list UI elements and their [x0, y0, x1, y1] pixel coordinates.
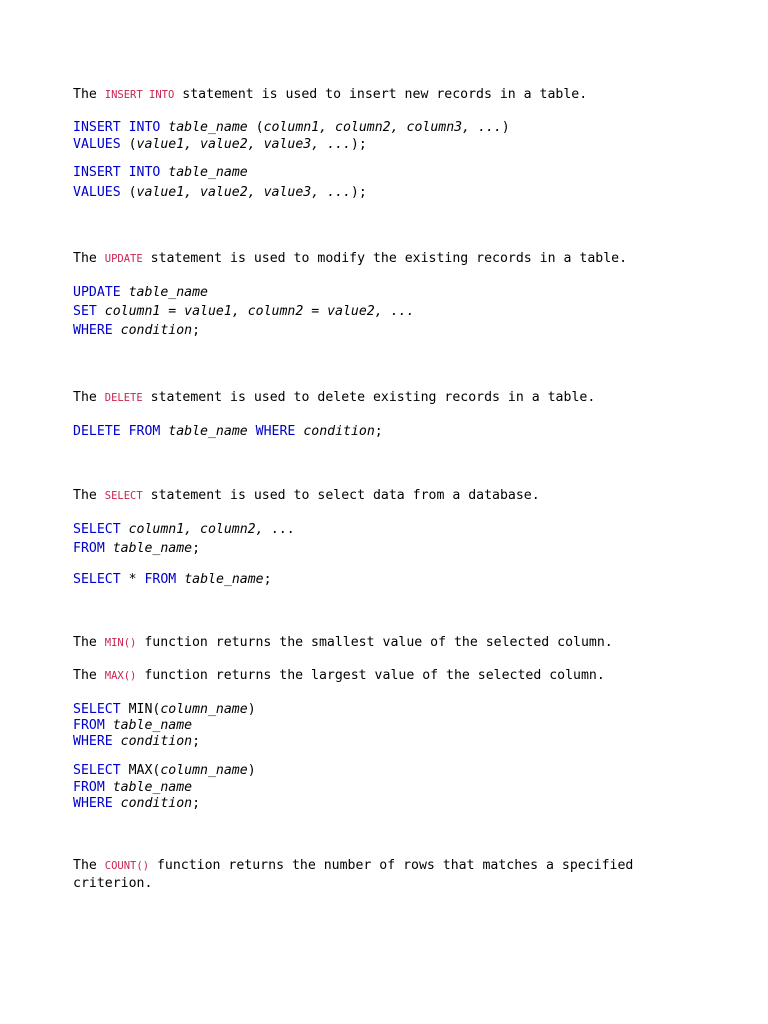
code-line [73, 701, 256, 718]
text: The [73, 858, 105, 873]
sql-keyword: WHERE [73, 796, 113, 811]
code-line [73, 322, 200, 339]
punctuation: ) [247, 702, 256, 717]
code-line [73, 164, 248, 181]
code-line [73, 284, 208, 301]
punctuation: ; [374, 424, 383, 439]
code-line [73, 795, 200, 812]
code-line [73, 733, 200, 750]
code-line [73, 540, 200, 557]
count-description [73, 857, 633, 875]
placeholder: condition [120, 796, 193, 811]
placeholder: table_name [168, 165, 248, 180]
punctuation: ) [247, 763, 256, 778]
code-line [73, 423, 383, 440]
inline-code: INSERT INTO [104, 89, 175, 101]
insert-description [73, 86, 587, 104]
inline-code: DELETE [104, 392, 143, 404]
punctuation: ( [247, 120, 264, 135]
text: function returns the largest value of the selected column. [136, 668, 605, 683]
text: statement is used to delete existing records in a table. [142, 390, 596, 405]
placeholder: table_name [168, 424, 248, 439]
code-line [73, 521, 295, 538]
placeholder: column1 = value1, column2 = value2, ... [104, 304, 415, 319]
punctuation: ; [192, 323, 201, 338]
count-description-continued [73, 875, 152, 892]
text: function returns the number of rows that matches a specified [149, 858, 634, 873]
sql-keyword: SELECT [73, 702, 121, 717]
text: The [73, 668, 105, 683]
inline-code: MAX() [104, 670, 137, 682]
inline-code: MIN() [104, 637, 137, 649]
text: function returns the smallest value of the selected column. [136, 635, 613, 650]
code-line [73, 717, 192, 734]
placeholder: column_name [160, 763, 248, 778]
inline-code: COUNT() [104, 860, 150, 872]
punctuation: ) [501, 120, 510, 135]
punctuation: ( [120, 185, 137, 200]
code-line [73, 779, 192, 796]
text: statement is used to modify the existing records in a table. [142, 251, 628, 266]
placeholder: table_name [128, 285, 208, 300]
placeholder: column_name [160, 702, 248, 717]
placeholder: value1, value2, value3, ... [136, 185, 351, 200]
sql-keyword: SELECT [73, 763, 121, 778]
placeholder: condition [120, 323, 193, 338]
punctuation: ); [350, 185, 367, 200]
sql-keyword: WHERE [73, 323, 113, 338]
placeholder: column1, column2, ... [128, 522, 296, 537]
delete-description [73, 389, 595, 407]
min-description [73, 634, 613, 652]
sql-keyword: FROM [144, 572, 177, 587]
sql-keyword: SELECT [73, 522, 121, 537]
sql-keyword: INSERT INTO [73, 120, 161, 135]
sql-keyword: SET [73, 304, 97, 319]
code-line [73, 571, 272, 588]
sql-keyword: WHERE [73, 734, 113, 749]
sql-keyword: VALUES [73, 137, 121, 152]
sql-keyword: SELECT [73, 572, 121, 587]
sql-keyword: VALUES [73, 185, 121, 200]
text: statement is used to insert new records in a table. [174, 87, 588, 102]
text: The [73, 488, 105, 503]
sql-keyword: FROM [73, 541, 105, 556]
code-line [73, 303, 414, 320]
inline-code: UPDATE [104, 253, 143, 265]
function-name: MIN( [120, 702, 161, 717]
code-line [73, 136, 367, 153]
placeholder: table_name [184, 572, 264, 587]
punctuation: * [120, 572, 145, 587]
text: criterion. [73, 876, 153, 891]
placeholder: table_name [112, 541, 193, 556]
code-line [73, 119, 510, 136]
text: The [73, 251, 105, 266]
sql-keyword: WHERE [255, 424, 296, 439]
code-line [73, 184, 367, 201]
text: The [73, 390, 105, 405]
placeholder: table_name [168, 120, 248, 135]
punctuation: ); [350, 137, 367, 152]
sql-keyword: FROM [73, 718, 105, 733]
punctuation: ( [120, 137, 137, 152]
placeholder: condition [120, 734, 193, 749]
placeholder: condition [303, 424, 375, 439]
text: statement is used to select data from a database. [142, 488, 540, 503]
placeholder: table_name [112, 718, 193, 733]
sql-keyword: UPDATE [73, 285, 121, 300]
punctuation: ; [192, 796, 201, 811]
max-description [73, 667, 605, 685]
update-description [73, 250, 627, 268]
select-description [73, 487, 540, 505]
text: The [73, 87, 105, 102]
sql-keyword: INSERT INTO [73, 165, 161, 180]
placeholder: table_name [112, 780, 193, 795]
inline-code: SELECT [104, 490, 143, 502]
function-name: MAX( [120, 763, 161, 778]
placeholder: value1, value2, value3, ... [136, 137, 351, 152]
punctuation: ; [263, 572, 272, 587]
sql-keyword: DELETE FROM [73, 424, 161, 439]
sql-keyword: FROM [73, 780, 105, 795]
punctuation: ; [192, 541, 201, 556]
code-line [73, 762, 256, 779]
punctuation: ; [192, 734, 201, 749]
text: The [73, 635, 105, 650]
placeholder: column1, column2, column3, ... [263, 120, 502, 135]
